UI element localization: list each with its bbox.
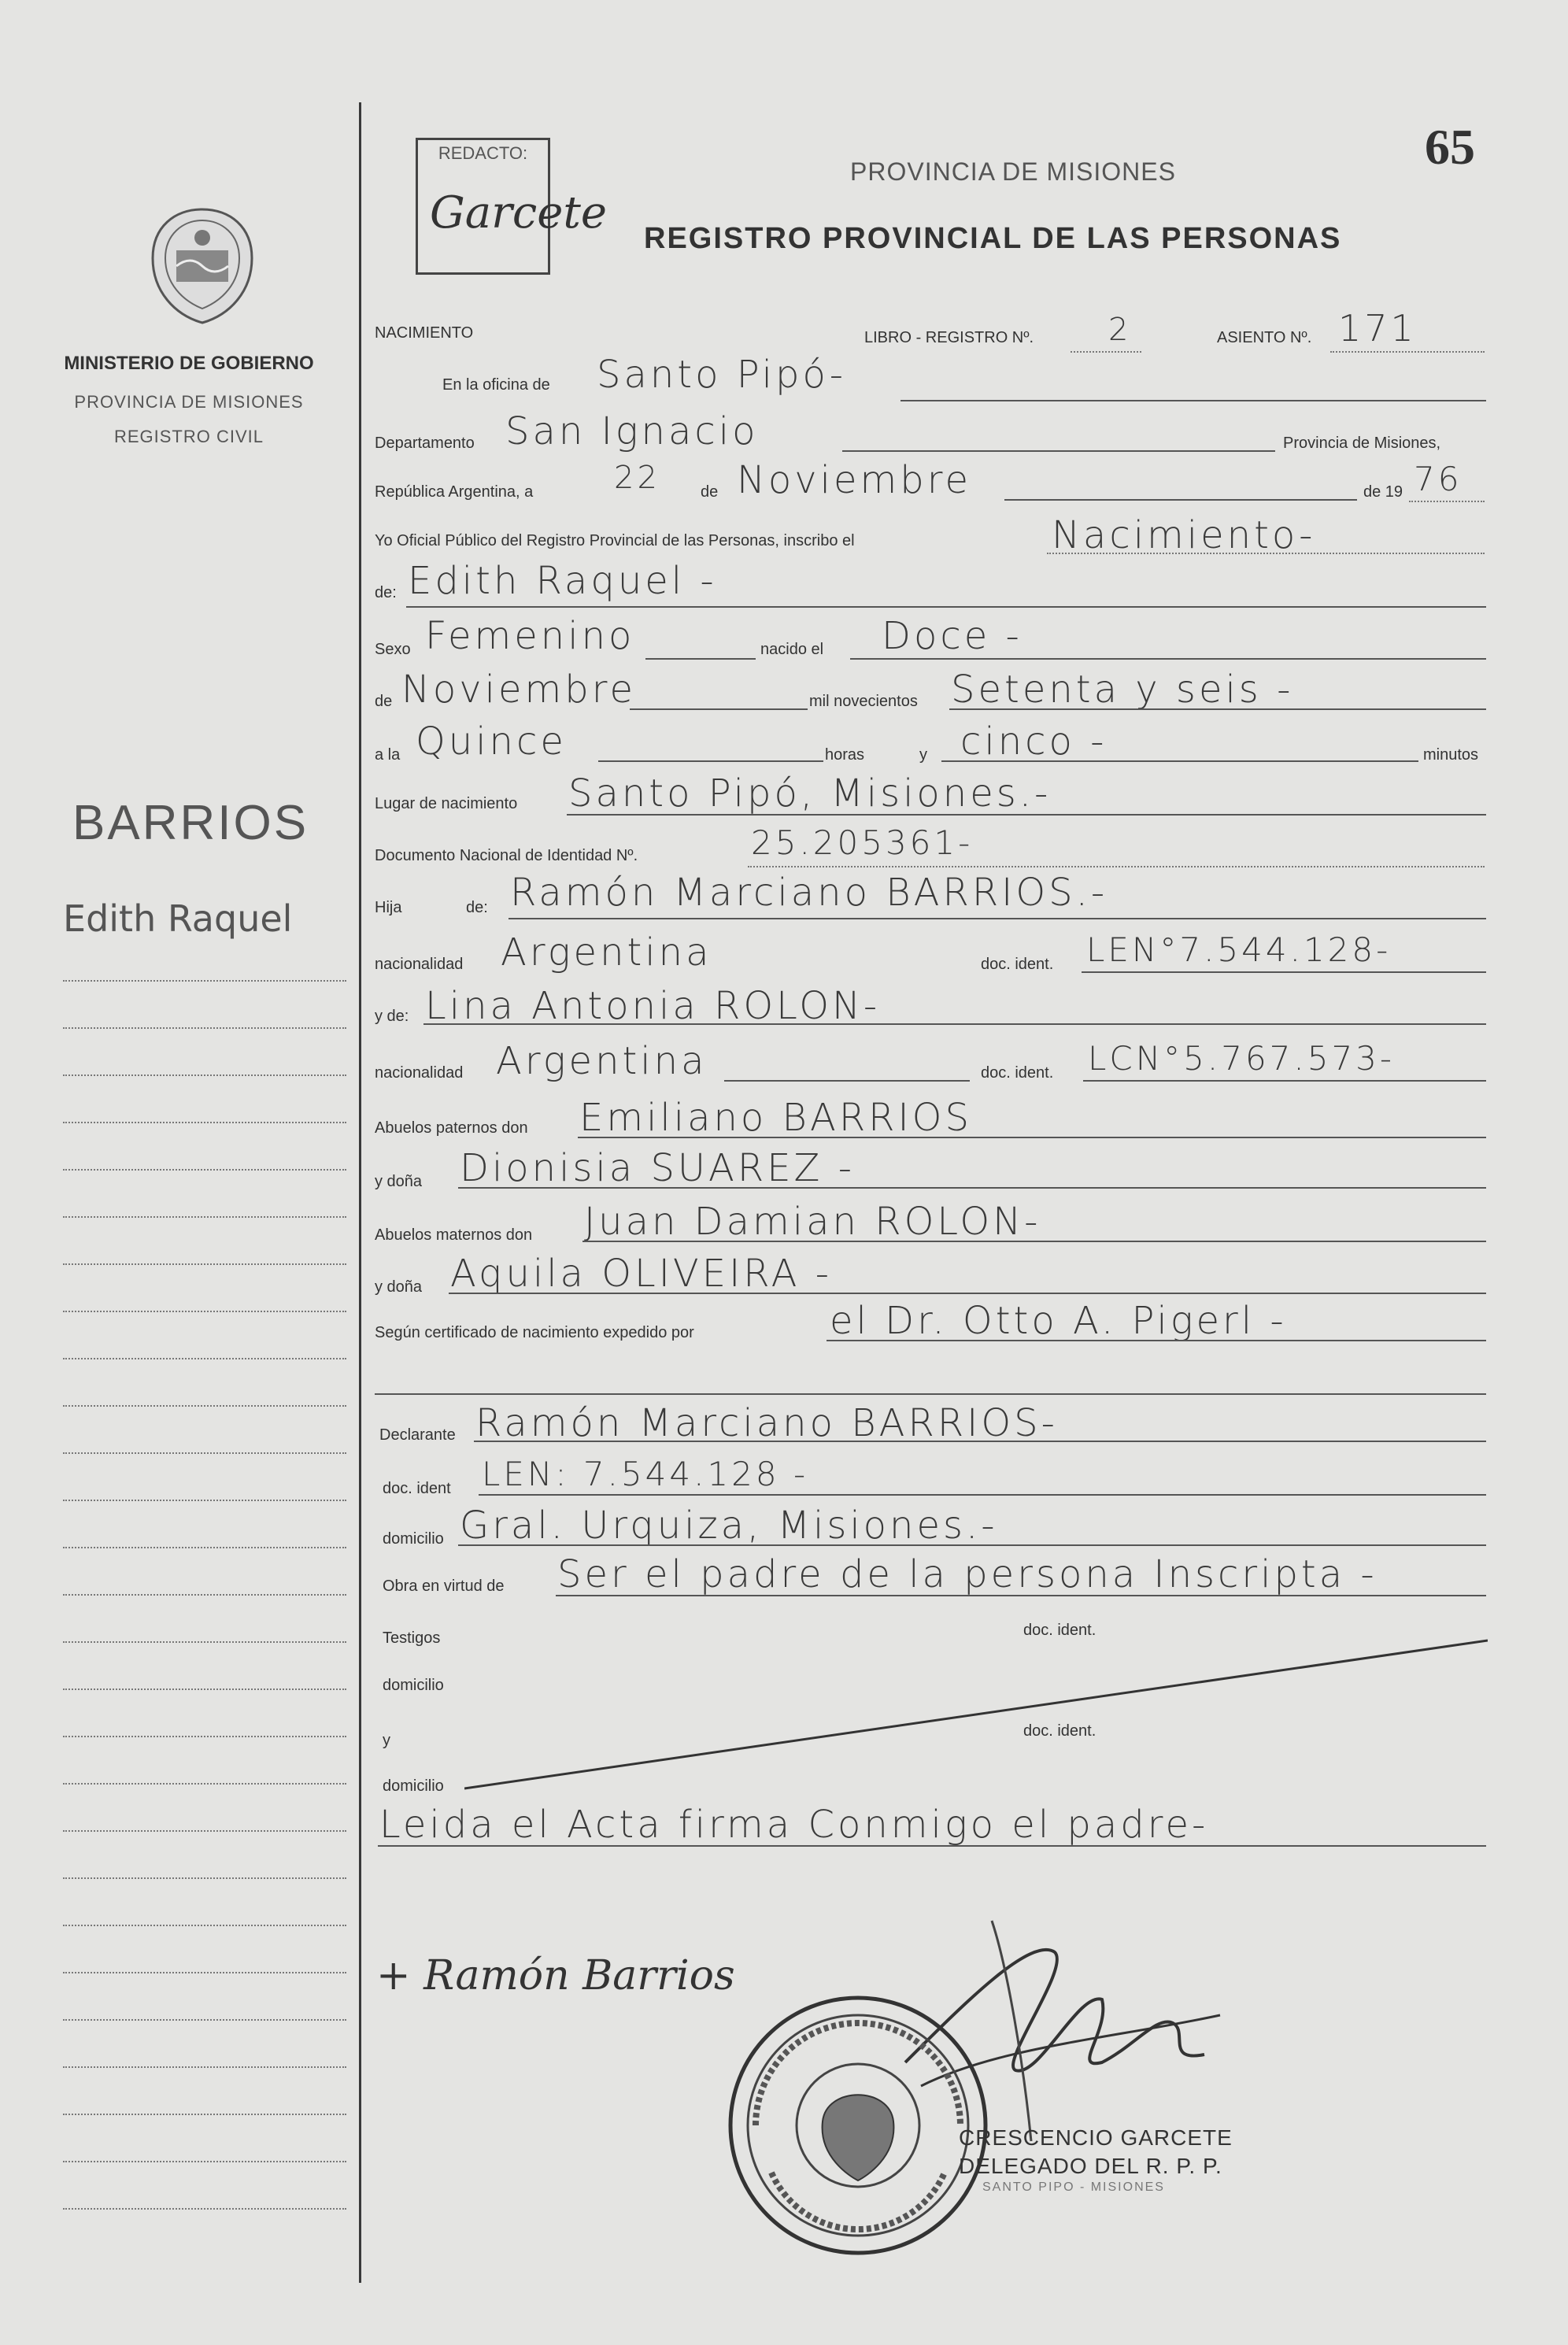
- month-line: [1004, 499, 1357, 501]
- inscribo-value: Nacimiento-: [1052, 513, 1316, 557]
- padre-value: Ramón Marciano BARRIOS.-: [510, 871, 1108, 915]
- declarante-label: Declarante: [379, 1426, 456, 1444]
- padre-doc-label: doc. ident.: [981, 956, 1054, 973]
- lugar-value: Santo Pipó, Misiones.-: [568, 771, 1052, 816]
- page-number: 65: [1425, 119, 1475, 175]
- oficina-value: Santo Pipó-: [597, 353, 847, 397]
- oficina-label: En la oficina de: [442, 376, 550, 394]
- republica-label: República Argentina, a: [375, 483, 534, 501]
- sexo-line: [645, 658, 756, 660]
- libro-label: LIBRO - REGISTRO Nº.: [864, 329, 1034, 346]
- oficina-line: [900, 400, 1486, 401]
- ministry-province: PROVINCIA DE MISIONES: [74, 392, 304, 412]
- testigos-y-label: y: [383, 1732, 390, 1749]
- madre-doc-line: [1083, 1080, 1486, 1082]
- cert-label: Según certificado de nacimiento expedido por: [375, 1324, 694, 1341]
- year-value: 76: [1414, 460, 1463, 498]
- decl-doc-value: LEN: 7.544.128 -: [482, 1455, 809, 1493]
- dni-label: Documento Nacional de Identidad Nº.: [375, 847, 638, 864]
- sexo-value: Femenino: [425, 614, 635, 658]
- ab-pat-don-value: Emiliano BARRIOS: [579, 1096, 972, 1140]
- nacido-label: nacido el: [760, 641, 824, 658]
- nacido-line: [850, 658, 1486, 660]
- act-type-label: NACIMIENTO: [375, 324, 474, 342]
- departamento-value: San Ignacio: [505, 409, 759, 453]
- year-line: [1409, 501, 1485, 502]
- margin-line: [63, 1594, 346, 1596]
- lugar-label: Lugar de nacimiento: [375, 795, 518, 812]
- provincia-suffix: Provincia de Misiones,: [1283, 435, 1441, 452]
- decl-doc-line: [479, 1494, 1486, 1496]
- padre-nac-value: Argentina: [501, 930, 712, 975]
- testigos-doc2-label: doc. ident.: [1023, 1722, 1096, 1740]
- official-round-stamp-icon: [724, 1992, 992, 2259]
- margin-line: [63, 1169, 346, 1171]
- ministry-registry: REGISTRO CIVIL: [113, 427, 264, 446]
- libro-value: 2: [1108, 312, 1132, 348]
- header-province: PROVINCIA DE MISIONES: [850, 157, 1176, 186]
- minutos-line: [941, 760, 1418, 762]
- padre-doc-line: [1082, 971, 1486, 973]
- margin-line: [63, 1877, 346, 1879]
- margin-line: [63, 1027, 346, 1029]
- margin-line: [63, 1405, 346, 1407]
- leida-line: [378, 1845, 1486, 1847]
- padre-nac-label: nacionalidad: [375, 956, 464, 973]
- madre-line: [423, 1023, 1486, 1025]
- ab-mat-label: Abuelos maternos don: [375, 1226, 533, 1244]
- mil-value: Setenta y seis -: [951, 668, 1294, 712]
- ab-pat-don-line: [578, 1137, 1486, 1138]
- decl-dom-label: domicilio: [383, 1530, 444, 1548]
- leida-value: Leida el Acta firma Conmigo el padre-: [379, 1803, 1209, 1847]
- margin-line: [63, 1311, 346, 1312]
- nombre-value: Edith Raquel -: [408, 559, 717, 603]
- dni-value: 25.205361-: [751, 823, 974, 862]
- a-las-label: a la: [375, 746, 401, 764]
- official-place: SANTO PIPO - MISIONES: [982, 2180, 1165, 2194]
- margin-line: [63, 1736, 346, 1737]
- de-nombre-label: de:: [375, 584, 397, 601]
- y-label: y: [919, 746, 927, 764]
- margin-line: [63, 1216, 346, 1218]
- redacto-label: REDACTO:: [438, 143, 528, 163]
- mil-line: [949, 708, 1486, 710]
- de19-label: de 19: [1363, 483, 1403, 501]
- hijo-de-label: de:: [466, 899, 488, 916]
- margin-line: [63, 1122, 346, 1123]
- provincial-seal-icon: [143, 203, 261, 329]
- madre-nac-line: [724, 1080, 970, 1082]
- madre-doc-label: doc. ident.: [981, 1064, 1054, 1082]
- testigos-dom-label: domicilio: [383, 1677, 444, 1694]
- obra-line: [556, 1595, 1486, 1596]
- de-mes-label: de: [375, 693, 393, 710]
- margin-line: [63, 2161, 346, 2162]
- header-registry: REGISTRO PROVINCIAL DE LAS PERSONAS: [644, 222, 1342, 255]
- lugar-line: [567, 814, 1486, 816]
- ab-pat-dona-value: Dionisia SUAREZ -: [460, 1146, 856, 1190]
- horas-line: [598, 760, 823, 762]
- declarante-line: [474, 1441, 1486, 1442]
- margin-line: [63, 1972, 346, 1973]
- departamento-label: Departamento: [375, 435, 475, 452]
- testigos-label: Testigos: [383, 1629, 441, 1647]
- sexo-label: Sexo: [375, 641, 411, 658]
- nacido-value: Doce -: [882, 614, 1023, 658]
- margin-line: [63, 2019, 346, 2021]
- margin-line: [63, 1925, 346, 1926]
- ab-pat-label: Abuelos paternos don: [375, 1119, 528, 1137]
- official-title: DELEGADO DEL R. P. P.: [959, 2154, 1222, 2178]
- testigos-strike-line: [464, 1637, 1488, 1795]
- margin-line: [63, 2114, 346, 2115]
- madre-doc-value: LCN°5.767.573-: [1088, 1039, 1396, 1078]
- margin-line: [63, 1830, 346, 1832]
- ab-mat-don-value: Juan Damian ROLON-: [584, 1200, 1041, 1244]
- padre-doc-value: LEN°7.544.128-: [1086, 930, 1392, 969]
- father-signature: + Ramón Barrios: [376, 1952, 735, 1999]
- day-value: 22: [614, 460, 660, 496]
- margin-line: [63, 1074, 346, 1076]
- margin-line: [63, 1500, 346, 1501]
- month-value: Noviembre: [737, 458, 971, 502]
- margin-line: [63, 1452, 346, 1454]
- margin-line: [63, 1263, 346, 1265]
- margin-given-name: Edith Raquel: [63, 897, 293, 940]
- redacto-signature: Garcete: [430, 187, 608, 239]
- asiento-label: ASIENTO Nº.: [1217, 329, 1312, 346]
- obra-value: Ser el padre de la persona Inscripta -: [557, 1552, 1378, 1596]
- departamento-line: [842, 450, 1275, 452]
- margin-line: [63, 2208, 346, 2210]
- horas-label: horas: [825, 746, 865, 764]
- declarante-value: Ramón Marciano BARRIOS-: [475, 1401, 1058, 1445]
- obra-label: Obra en virtud de: [383, 1578, 505, 1595]
- decl-doc-label: doc. ident: [383, 1480, 451, 1497]
- margin-line: [63, 1783, 346, 1785]
- cert-extra-line: [375, 1393, 1486, 1395]
- ab-mat-don-line: [582, 1241, 1486, 1242]
- ab-mat-dona-line: [449, 1293, 1486, 1294]
- minutos-label: minutos: [1423, 746, 1479, 764]
- asiento-value: 171: [1338, 307, 1417, 350]
- decl-dom-line: [458, 1544, 1486, 1546]
- cert-value: el Dr. Otto A. Pigerl -: [830, 1299, 1287, 1343]
- margin-line: [63, 1547, 346, 1548]
- ab-mat-dona-value: Aquila OLIVEIRA -: [450, 1252, 833, 1296]
- mil-label: mil novecientos: [809, 693, 918, 710]
- ministry-name: MINISTERIO DE GOBIERNO: [64, 353, 314, 374]
- libro-line: [1071, 351, 1141, 353]
- margin-line: [63, 2066, 346, 2068]
- hijo-label: Hija: [375, 899, 402, 916]
- oficial-text: Yo Oficial Público del Registro Provincial de las Personas, inscribo el: [375, 532, 855, 549]
- madre-value: Lina Antonia ROLON-: [425, 984, 881, 1028]
- margin-line: [63, 1641, 346, 1643]
- yde-label: y de:: [375, 1008, 409, 1025]
- inscribo-line: [1047, 553, 1485, 554]
- ab-pat-dona-line: [458, 1187, 1486, 1189]
- margin-line: [63, 1358, 346, 1359]
- margin-line: [63, 980, 346, 982]
- horas-value: Quince: [416, 719, 567, 764]
- testigos-dom2-label: domicilio: [383, 1777, 444, 1795]
- margin-surname: BARRIOS: [72, 796, 309, 850]
- de-label: de: [701, 483, 719, 501]
- madre-nac-label: nacionalidad: [375, 1064, 464, 1082]
- ab-mat-dona-label: y doña: [375, 1278, 423, 1296]
- nombre-line: [406, 606, 1486, 608]
- official-name: CRESCENCIO GARCETE: [959, 2125, 1233, 2150]
- madre-nac-value: Argentina: [496, 1039, 708, 1083]
- mes-value: Noviembre: [401, 668, 636, 712]
- decl-dom-value: Gral. Urquiza, Misiones.-: [460, 1504, 998, 1548]
- dni-line: [748, 866, 1485, 867]
- margin-line: [63, 1688, 346, 1690]
- testigos-doc-label: doc. ident.: [1023, 1622, 1096, 1639]
- padre-line: [508, 918, 1486, 919]
- redacto-box: [416, 138, 608, 275]
- cert-line: [827, 1340, 1486, 1341]
- mes-line: [630, 708, 808, 710]
- asiento-line: [1330, 351, 1485, 353]
- minutos-value: cinco -: [960, 719, 1108, 764]
- ab-pat-dona-label: y doña: [375, 1173, 423, 1190]
